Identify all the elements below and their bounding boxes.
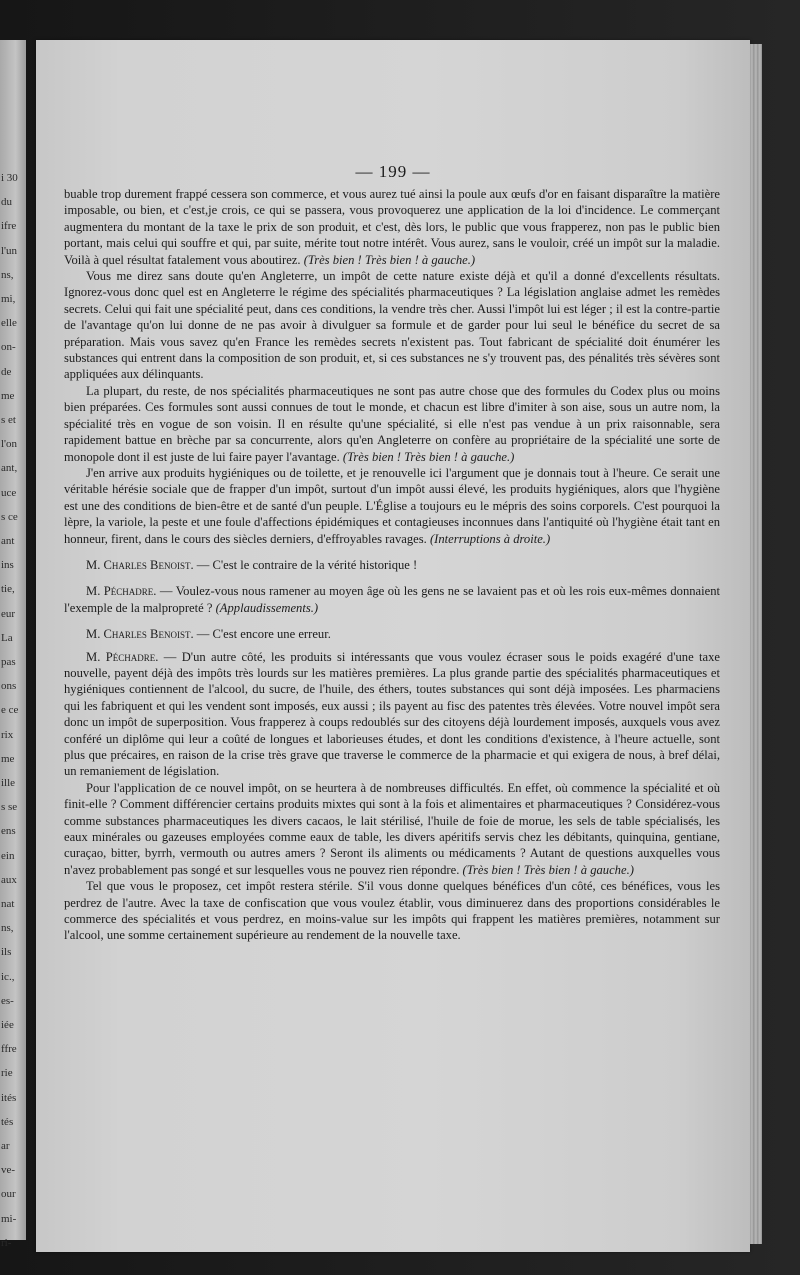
margin-fragment: aux (1, 873, 17, 886)
margin-fragment: rie (1, 1067, 13, 1080)
margin-fragment: s se (1, 801, 18, 814)
previous-page-sliver (0, 40, 26, 1249)
margin-fragment: i 30 (1, 172, 18, 184)
margin-fragment: on- (1, 341, 16, 354)
margin-fragment: pas (1, 656, 16, 668)
margin-fragment: l'un (1, 244, 18, 257)
paragraph-3: La plupart, du reste, de nos spécialités pharmaceutiques ne sont pas autre chose que des formules du Codex plus ou moins bien préparées. Ces formules sont aussi connues de tout le monde, et chacun est libre d'imiter à son aise, sous un autre nom, la spécialité très en vogue de son voisin. Il en résulte qu'une spécialité, si elle n'est pas vendue à un prix raisonnable, sera rapidement battue en brèche par sa concurrente, alors qu'en Angleterre on confère au propriétaire de la spécialité une sorte de monopole dont il est juste de lui faire payer l'avantage. (Très bien ! Très bien ! à gauche.) (64, 383, 720, 464)
margin-fragment: eur (1, 607, 16, 620)
margin-fragment: s et (1, 414, 16, 426)
margin-fragment: ein (1, 849, 15, 862)
margin-fragment: ns, (1, 922, 14, 935)
margin-fragment: ités (1, 1091, 17, 1104)
paragraph-4: J'en arrive aux produits hygiéniques ou de toilette, et je renouvelle ici l'argument que je donnais tout à l'heure. Ce serait une véritable hérésie sociale que de frapper d'un impôt, surtout d'un impôt aussi élevé, les produits hygiéniques, alors que l'hygiène est une des conditions de bien-être et de santé d'un peuple. L'Église a toujours eu le mépris des soins corporels. C'est pourquoi la lèpre, la variole, la peste et une foule d'affections épidémiques et contagieuses inconnues dans l'antiquité où l'hygiène était tant en honneur, firent, dans le cours des siècles derniers, d'effroyables ravages. (Interruptions à droite.) (64, 465, 720, 546)
margin-fragment: ens (1, 825, 16, 838)
speaker-name: M. Péchadre. (86, 584, 157, 599)
margin-fragment: iée (1, 1019, 14, 1031)
margin-fragment: e ce (1, 704, 19, 717)
margin-fragment: nat (1, 898, 15, 910)
document-page (36, 40, 750, 1252)
margin-fragment: tés (1, 1115, 14, 1128)
margin-fragment: ins (1, 559, 14, 572)
margin-fragment: de (1, 365, 12, 378)
margin-fragment: ic., (1, 970, 15, 983)
speaker-name: M. Charles Benoist. (86, 627, 194, 642)
paragraph-1: buable trop durement frappé cessera son commerce, et vous aurez tué ainsi la poule aux œufs d'or en faisant disparaître la matière imposable, ou bien, et c'est,je crois, ce qui se passera, vous provoquerez une application de la loi d'incidence. Le commerçant augmentera du montant de la taxe le prix de son produit, et c'est, dès lors, le public que vous frapperez, non pas le public bien portant, mais celui qui souffre et qui, par suite, mérite tout notre intérêt. Vous aurez, sans le vouloir, créé un impôt sur la maladie. Voilà à quel résultat fatalement vous aboutirez. (Très bien ! Très bien ! à gauche.) (64, 187, 720, 267)
exchange-benoist-2: M. Charles Benoist. — C'est encore une erreur. (86, 627, 331, 642)
margin-fragment: du (1, 196, 12, 209)
margin-fragment: mi- (1, 1212, 17, 1225)
margin-fragment: ant, (1, 462, 18, 475)
margin-fragment: ons (1, 680, 17, 693)
margin-fragment: elle (1, 317, 17, 330)
margin-fragment: me (1, 389, 15, 402)
margin-fragment: ffre (1, 1043, 17, 1056)
margin-fragment: es- (1, 994, 14, 1007)
margin-fragment: La (1, 631, 13, 644)
exchange-pechadre-2: M. Péchadre. — D'un autre côté, les produits si intéressants que vous voulez écraser sous le poids exagéré d'une taxe nouvelle, payent déjà des impôts très lourds sur les matières premières. La plus grande partie des spécialités pharmaceutiques et hygiéniques contiennent de l'alcool, du sucre, de l'huile, des éthers, toutes substances qui sont déjà imposées. Les pharmaciens qui les fabriquent et qui les vendent sont imposés, eux aussi ; ils payent au fisc des patentes très élevées. Votre nouvel impôt sera donc un impôt de superposition. Vous frapperez à coups redoublés sur des citoyens déjà lourdement imposés, auxquels vous avez conféré un diplôme qui leur a coûté de longues et laborieuses études, et dont les conditions d'existence, à l'heure actuelle, sont plus que précaires, en raison de la crise très grave que traverse le commerce de la pharmacie et qui exigera de nous, à bref délai, un remaniement de législation. (64, 649, 721, 779)
margin-fragment: me (1, 752, 15, 765)
margin-fragment: ri- (1, 1236, 12, 1249)
margin-fragment: uce (1, 486, 17, 499)
margin-fragment: l'on (1, 438, 18, 451)
margin-fragment: ant (1, 535, 15, 547)
margin-fragment: our (1, 1188, 16, 1201)
page-edge-stack (750, 44, 762, 1244)
margin-fragment: mi, (1, 293, 16, 305)
margin-fragment: ille (1, 777, 16, 789)
page-number: — 199 — (355, 162, 431, 181)
margin-fragment: ar (1, 1140, 10, 1152)
exchange-benoist-1: M. Charles Benoist. — C'est le contraire de la vérité historique ! (86, 557, 418, 572)
exchange-pechadre-1: M. Péchadre. — Voulez-vous nous ramener au moyen âge où les gens ne se lavaient pas et où les rois eux-mêmes donnaient l'exemple de la malpropreté ? (Applaudissements.) (64, 584, 721, 615)
margin-fragment: tie, (1, 583, 15, 596)
closing-paragraph-1: Pour l'application de ce nouvel impôt, on se heurtera à de nombreuses difficultés. En effet, où commence la spécialité et où finit-elle ? Comment différencier certains produits mixtes qui sont à la fois et alimentaires et pharmaceutiques ? Considérez-vous comme substances pharmaceutiques les divers cacaos, le lait stérilisé, l'huile de foie de morue, les sels de table spécialisés, les eaux minérales ou gazeuses employées comme eaux de table, les divers apéritifs servis chez les débitants, quinquina, gentiane, curaçao, bitter, byrrh, vermouth ou autres amers ? Seront ils aliments ou médicaments ? Autant de questions auxquelles vous n'avez probablement pas songé et sur lesquelles vous ne pouvez rien répondre. (Très bien ! Très bien ! à gauche.) (64, 780, 720, 877)
speaker-name: M. Péchadre. (86, 649, 159, 664)
margin-fragment: ve- (1, 1164, 16, 1177)
page-body (64, 186, 720, 944)
paragraph-2: Vous me direz sans doute qu'en Angleterre, un impôt de cette nature existe déjà et qu'il a donné d'excellents résultats. Ignorez-vous donc quel est en Angleterre le régime des spécialités pharmaceutiques ? La législation anglaise admet les remèdes secrets. Celui qui fait une spécialité peut, dans ces conditions, la vendre très cher. Aussi l'impôt lui est léger ; il est la contre-partie de l'avantage qu'on lui donne de ne pas avoir à divulguer sa formule et de garder pour lui seul le bénéfice du secret de sa préparation. Mais vous savez qu'en France les remèdes secrets n'existent pas. Tout fabricant de spécialité doit énumérer les substances qui entrent dans la composition de son produit, et, si ces substances ne s'y trouvent pas, des pénalités très sévères sont appliquées aux délinquants. (64, 269, 720, 382)
margin-fragment: rix (1, 728, 14, 741)
margin-fragment: ifre (1, 220, 17, 233)
margin-fragment: ils (1, 946, 12, 959)
margin-fragment: s ce (1, 510, 18, 523)
speaker-name: M. Charles Benoist. (86, 557, 194, 572)
closing-paragraph-2: Tel que vous le proposez, cet impôt restera stérile. S'il vous donne quelques bénéfices d'un côté, ces bénéfices, vous les perdrez de l'autre. Avec la taxe de confiscation que vous voulez établir, vous diminuerez dans des proportions considérables le commerce des spécialités et vous perdrez, en moins-value sur les impôts qui frappent les matières premières, notamment sur l'alcool, une somme certainement supérieure au rendement de la nouvelle taxe. (64, 879, 720, 943)
margin-fragment: ns, (1, 268, 14, 281)
